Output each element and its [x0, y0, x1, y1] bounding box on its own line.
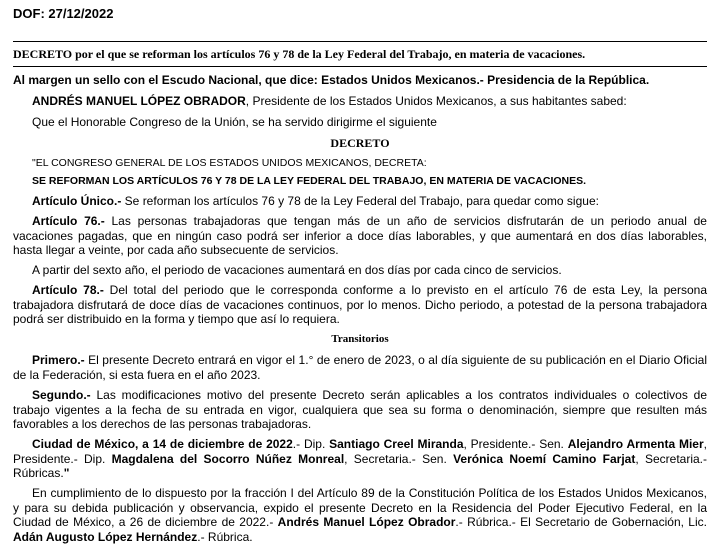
articulo-76: Artículo 76.- Las personas trabajadoras que tengan más de un año de servicios disfrutarán de un periodo anual de vacaciones pagadas, que en ningún caso podrá ser inferior a doce días laborables, y que aumentará en dos días laborables, hasta llegar a veinte, por cada año subsecuente de servicios. [13, 214, 707, 257]
decreto-heading: DECRETO [330, 136, 390, 150]
signer-creel: Santiago Creel Miranda [329, 437, 464, 451]
sexto-ano: A partir del sexto año, el periodo de vacaciones aumentará en dos días por cada cinco de servicios. [32, 263, 562, 277]
articulo-78-label: Artículo 78.- [32, 283, 104, 297]
transitorio-segundo: Segundo.- Las modificaciones motivo del presente Decreto serán aplicables a los contratos individuales o colectivos de trabajo vigentes a la fecha de su entrada en vigor, cualquiera que sea su forma o denominación, siempre que resulten más favorables a los derechos de las personas trabajadoras. [13, 388, 707, 431]
decree-title: DECRETO por el que se reforman los artículos 76 y 78 de la Ley Federal del Trabajo, en materia de vacaciones. [13, 47, 586, 61]
reform-heading: SE REFORMAN LOS ARTÍCULOS 76 Y 78 DE LA LEY FEDERAL DEL TRABAJO, EN MATERIA DE VACACIONES. [32, 175, 587, 187]
articulo-78: Artículo 78.- Del total del periodo que le corresponda conforme a lo previsto en el artículo 76 de esta Ley, la persona trabajadora disfrutará de doce días de vacaciones continuos, por lo menos. Dicho periodo, a potestad de la persona trabajadora podrá ser distribuido en la forma y tiempo que así lo requiera. [13, 283, 707, 326]
title-divider [13, 66, 707, 67]
intro-president: ANDRÉS MANUEL LÓPEZ OBRADOR, Presidente de los Estados Unidos Mexicanos, a sus habitantes sabed: [32, 94, 627, 108]
transitorio-primero: Primero.- El presente Decreto entrará en vigor el 1.° de enero de 2023, o al día siguiente de su publicación en el Diario Oficial de la Federación, si esta fuera en el año 2023. [13, 353, 707, 382]
congress-decree: "EL CONGRESO GENERAL DE LOS ESTADOS UNIDOS MEXICANOS, DECRETA: [32, 157, 427, 169]
publication-order: En cumplimiento de lo dispuesto por la fracción I del Artículo 89 de la Constitución Política de los Estados Unidos Mexicanos, y para su debida publicación y observancia, expido el presente Decreto en la Residencia del Poder Ejecutivo Federal, en la Ciudad de México, a 26 de diciembre de 2022.- Andrés Manuel López Obrador.- Rúbrica.- El Secretario de Gobernación, Lic. Adán Augusto López Hernández.- Rúbrica. [13, 486, 707, 544]
signatures: Ciudad de México, a 14 de diciembre de 2022.- Dip. Santiago Creel Miranda, Presidente.- Sen. Alejandro Armenta Mier, Presidente.- Dip. Magdalena del Socorro Núñez Monreal, Secretaria.- Sen. Verónica Noemí Camino Farjat, Secretaria.- Rúbricas." [13, 437, 707, 480]
president-name: ANDRÉS MANUEL LÓPEZ OBRADOR [32, 94, 246, 108]
articulo-76-label: Artículo 76.- [32, 214, 105, 228]
transitorios-heading: Transitorios [331, 333, 389, 345]
dof-date: DOF: 27/12/2022 [13, 6, 114, 21]
intro-congress: Que el Honorable Congreso de la Unión, se ha servido dirigirme el siguiente [32, 115, 437, 129]
top-divider [13, 41, 707, 42]
signer-camino: Verónica Noemí Camino Farjat [453, 451, 636, 466]
signer-armenta: Alejandro Armenta Mier [567, 437, 704, 451]
signer-nunez: Magdalena del Socorro Núñez Monreal [111, 451, 345, 466]
signer-lopez-obrador: Andrés Manuel López Obrador [277, 515, 456, 529]
signer-lopez-hernandez: Adán Augusto López Hernández [13, 529, 198, 544]
articulo-unico: Artículo Único.- Se reforman los artículos 76 y 78 de la Ley Federal del Trabajo, para quedar como sigue: [32, 194, 599, 208]
articulo-unico-label: Artículo Único.- [32, 194, 122, 208]
margin-note: Al margen un sello con el Escudo Nacional, que dice: Estados Unidos Mexicanos.- Presidencia de la República. [13, 73, 650, 87]
primero-label: Primero.- [32, 353, 85, 367]
place-date: Ciudad de México, a 14 de diciembre de 2022 [32, 437, 293, 451]
segundo-label: Segundo.- [32, 388, 91, 402]
